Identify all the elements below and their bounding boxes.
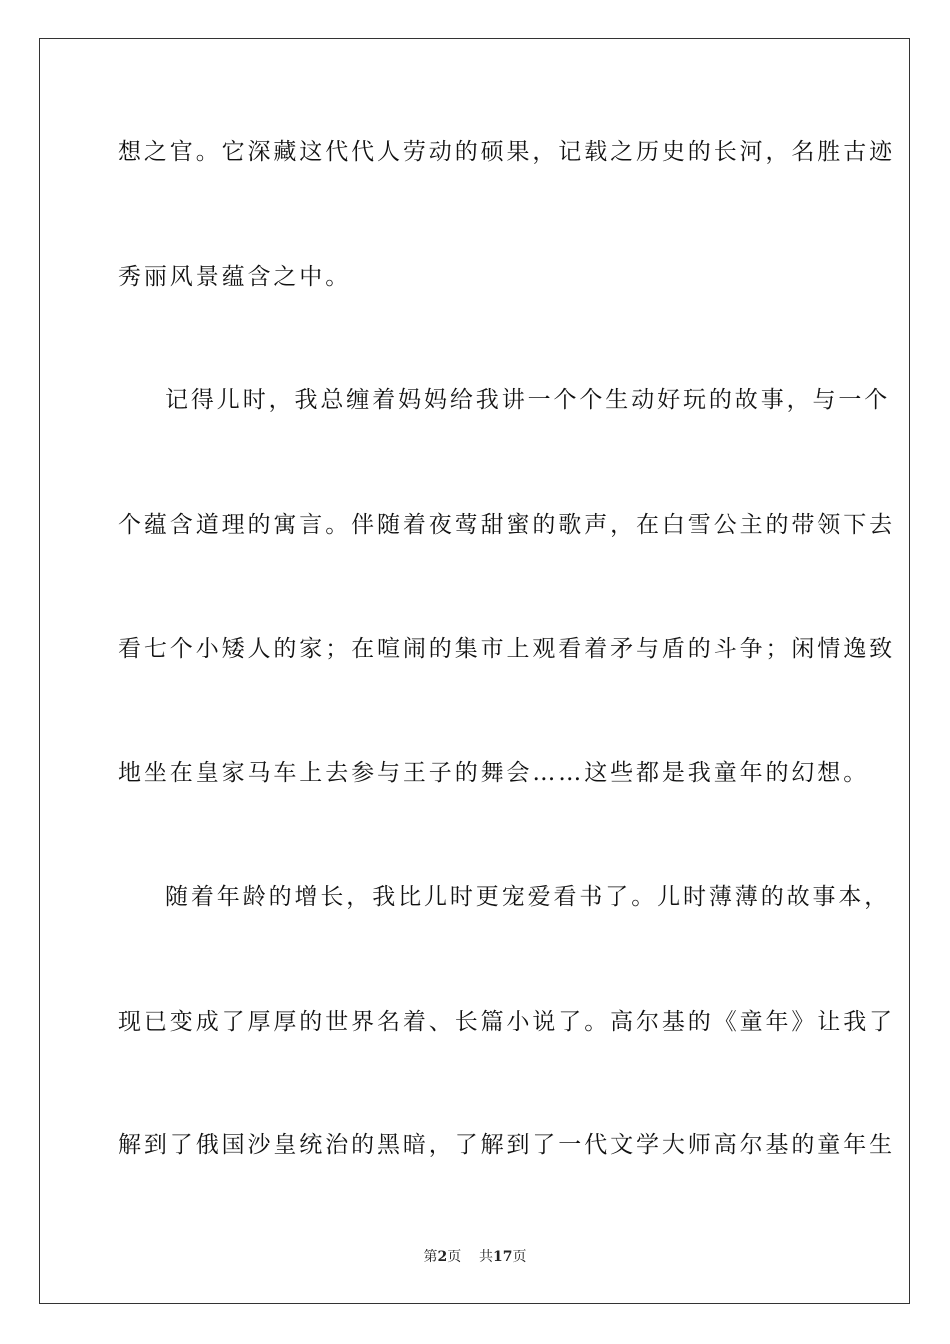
page-number: 2 — [437, 1249, 448, 1265]
text-line-9: 解到了俄国沙皇统治的黑暗，了解到了一代文学大师高尔基的童年生 — [118, 1132, 895, 1158]
text-line-4: 个蕴含道理的寓言。伴随着夜莺甜蜜的歌声，在白雪公主的带领下去 — [118, 512, 895, 538]
page-prefix: 第 — [423, 1249, 438, 1265]
text-line-7: 随着年龄的增长，我比儿时更宠爱看书了。儿时薄薄的故事本， — [165, 884, 891, 910]
text-line-8: 现已变成了厚厚的世界名着、长篇小说了。高尔基的《童年》让我了 — [118, 1009, 895, 1035]
total-suffix: 页 — [512, 1249, 527, 1265]
page-border — [39, 38, 910, 1304]
page-suffix: 页 — [447, 1249, 462, 1265]
text-line-3: 记得儿时，我总缠着妈妈给我讲一个个生动好玩的故事，与一个 — [165, 387, 891, 413]
text-line-1: 想之官。它深藏这代代人劳动的硕果，记载之历史的长河，名胜古迹 — [118, 139, 895, 165]
text-line-2: 秀丽风景蕴含之中。 — [118, 264, 352, 290]
text-line-5: 看七个小矮人的家；在喧闹的集市上观看着矛与盾的斗争；闲情逸致 — [118, 636, 895, 662]
total-prefix: 共 — [479, 1249, 494, 1265]
page-footer — [0, 1248, 950, 1266]
total-pages: 17 — [493, 1249, 513, 1265]
text-line-6: 地坐在皇家马车上去参与王子的舞会……这些都是我童年的幻想。 — [118, 760, 870, 786]
